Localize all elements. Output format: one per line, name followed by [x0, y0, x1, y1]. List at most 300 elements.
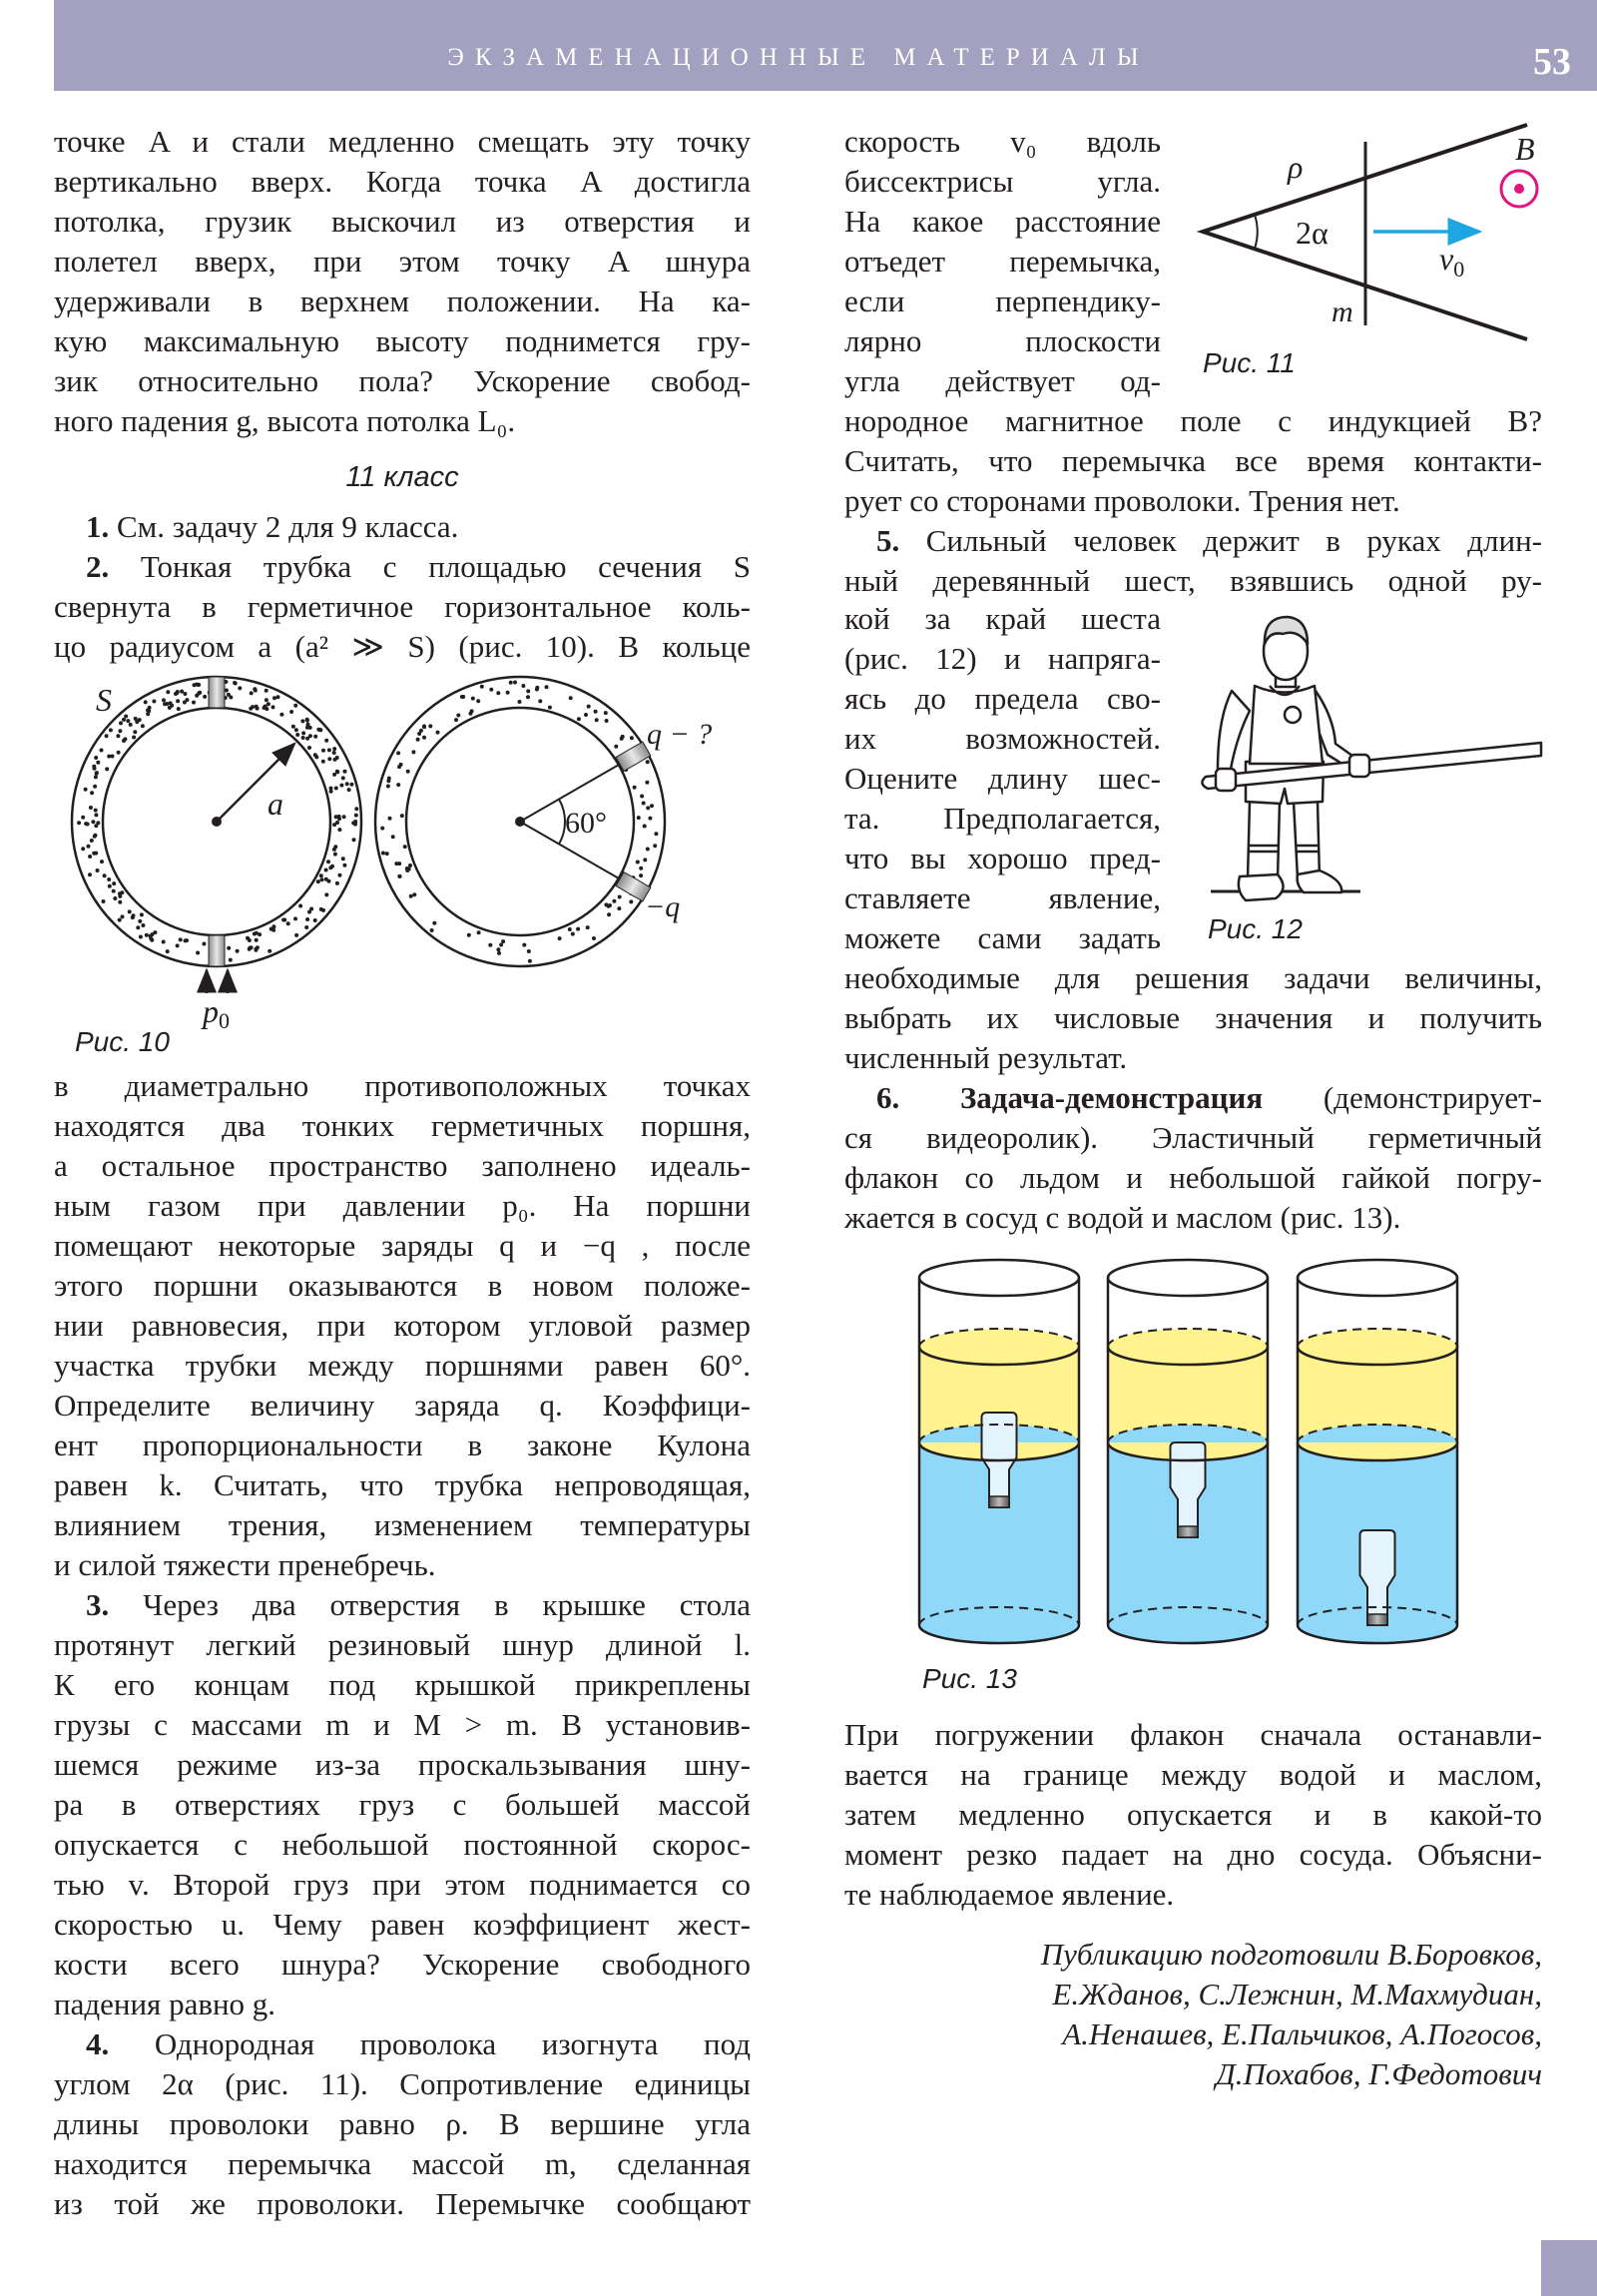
gas-dot: [335, 881, 339, 885]
gas-dot: [227, 946, 231, 950]
gas-dot: [105, 734, 109, 738]
gas-dot: [604, 902, 608, 906]
line-text: если перпендику-: [844, 284, 1161, 318]
gas-dot: [246, 936, 250, 940]
fig13-caption: Рис. 13: [922, 1663, 1017, 1694]
gas-dot: [293, 704, 297, 708]
line-text: затем медленно опускается и в какой-то: [844, 1797, 1542, 1832]
gas-dot: [654, 832, 658, 836]
gas-dot: [648, 817, 652, 821]
gas-dot: [170, 704, 174, 708]
gas-dot: [139, 935, 143, 939]
gas-dot: [646, 760, 650, 764]
gas-dot: [338, 873, 342, 877]
gas-dot: [119, 721, 123, 725]
gas-dot: [229, 958, 233, 962]
line-text: вается на границе между водой и маслом,: [844, 1757, 1542, 1792]
gas-dot: [332, 773, 336, 777]
gas-dot: [249, 707, 253, 711]
gas-dot: [93, 835, 97, 839]
line-text: флакон со льдом и небольшой гайкой погру-: [844, 1160, 1542, 1195]
gas-dot: [345, 782, 349, 786]
gas-dot: [380, 827, 384, 831]
gas-dot: [141, 724, 145, 728]
line-text: Через два отверстия в крышке стола: [109, 1587, 751, 1622]
line-text: ный деревянный шест, взявшись одной ру-: [844, 563, 1542, 598]
gas-dot: [518, 700, 522, 704]
gas-dot: [250, 691, 254, 695]
gas-dot: [614, 745, 618, 749]
gas-dot: [629, 899, 633, 903]
problem-number: 1.: [86, 509, 110, 544]
line-text: угла действует од-: [844, 363, 1161, 398]
line-text: численный результат.: [844, 1040, 1128, 1075]
gas-dot: [88, 872, 92, 876]
gas-dot: [100, 749, 104, 753]
fig11-caption: Рис. 11: [1203, 347, 1296, 378]
gas-dot: [132, 736, 136, 740]
line-text: жается в сосуд с водой и маслом (рис. 13).: [844, 1200, 1401, 1235]
cylinder-bottom: [1298, 1625, 1457, 1643]
label-2alpha: 2α: [1296, 215, 1329, 251]
gas-dot: [391, 835, 395, 839]
problem-number: 2.: [86, 549, 110, 584]
line-text: протянут легкий резиновый шнур длиной l.: [54, 1627, 751, 1662]
label-q-unknown: q − ?: [647, 718, 713, 751]
gas-dot: [266, 702, 270, 706]
gas-dot: [294, 728, 298, 732]
gas-dot: [430, 928, 434, 932]
gas-dot: [126, 719, 130, 723]
gas-dot: [96, 868, 100, 872]
gas-dot: [480, 685, 484, 689]
gas-dot: [307, 746, 311, 750]
gas-dot: [618, 895, 622, 899]
gas-dot: [176, 690, 180, 694]
gas-dot: [183, 692, 187, 696]
line-text: ного падения g, высота потолка L₀.: [54, 403, 516, 438]
line-text: полетел вверх, при этом точку A шнура: [54, 244, 751, 279]
line-text: падения равно g.: [54, 1987, 276, 2021]
line-text: находится перемычка массой m, сделанная: [54, 2146, 751, 2181]
gas-dot: [489, 688, 493, 692]
gas-dot: [339, 784, 343, 788]
gas-dot: [146, 712, 150, 716]
gas-dot: [103, 873, 107, 877]
gas-dot: [422, 736, 426, 740]
gas-dot: [527, 949, 531, 953]
gas-dot: [342, 863, 346, 867]
gas-dot: [91, 820, 95, 824]
gas-dot: [646, 806, 650, 810]
page-number: 53: [1533, 41, 1571, 83]
gas-dot: [279, 713, 283, 717]
gas-dot: [100, 860, 104, 863]
gas-dot: [630, 736, 634, 740]
gas-dot: [333, 853, 337, 857]
gas-dot: [501, 939, 505, 943]
gas-dot: [568, 927, 572, 931]
gas-dot: [397, 765, 401, 769]
gas-dot: [293, 916, 297, 920]
gas-dot: [265, 698, 268, 702]
label-S: S: [96, 682, 112, 718]
line-text: выбрать их числовые значения и получить: [844, 1000, 1542, 1035]
gas-dot: [95, 771, 99, 775]
gas-dot: [301, 736, 305, 740]
gas-dot: [108, 884, 112, 888]
line-text: кую максимальную высоту поднимется гру-: [54, 323, 751, 358]
gas-dot: [286, 921, 290, 925]
gas-dot: [456, 714, 460, 718]
gas-dot: [124, 715, 128, 719]
gas-dot: [639, 873, 643, 877]
gas-dot: [264, 705, 267, 709]
gas-dot: [96, 761, 100, 765]
gas-dot: [469, 712, 473, 716]
line-text: из той же проволоки. Перемычке сообщают: [54, 2186, 751, 2221]
gas-dot: [617, 906, 621, 910]
gas-dot: [197, 692, 201, 696]
gas-dot: [321, 760, 325, 764]
gas-dot: [460, 695, 464, 699]
gas-dot: [233, 681, 237, 685]
piston-top: [209, 677, 225, 708]
line-text: Однородная проволока изогнута под: [109, 2026, 751, 2061]
gas-dot: [643, 858, 647, 861]
gas-dot: [526, 695, 530, 699]
label-angle-60: 60°: [565, 807, 607, 840]
gas-dot: [269, 927, 273, 931]
line-text: кости всего шнура? Ускорение свободного: [54, 1947, 751, 1982]
gas-dot: [295, 733, 299, 737]
gas-dot: [558, 936, 562, 940]
gas-dot: [255, 938, 259, 942]
line-text: кой за край шеста: [844, 601, 1161, 636]
line-text: можете сами задать: [844, 920, 1161, 955]
gas-dot: [642, 802, 646, 806]
label-minus-q: −q: [645, 890, 681, 923]
gas-dot: [584, 713, 588, 717]
line-text: отъедет перемычка,: [844, 244, 1161, 279]
line-text: Определите величину заряда q. Коэффици-: [54, 1388, 751, 1423]
gas-dot: [621, 735, 625, 739]
gas-dot: [337, 828, 341, 832]
gas-dot: [135, 720, 139, 724]
gas-dot: [604, 711, 608, 715]
gas-dot: [646, 848, 650, 852]
credits-line: Д.Похабов, Г.Федотович: [1215, 2056, 1542, 2091]
gas-dot: [254, 689, 258, 693]
line-text: опускается с небольшой постоянной скорос-: [54, 1827, 751, 1862]
fig10-caption: Рис. 10: [75, 1026, 170, 1057]
gas-dot: [576, 927, 580, 931]
ring-left: [72, 677, 361, 1033]
gas-dot: [176, 943, 180, 947]
label-a: a: [267, 786, 283, 822]
gas-dot: [592, 936, 596, 940]
gas-dot: [522, 943, 526, 947]
problem-number: 5.: [876, 523, 900, 558]
gas-dot: [341, 857, 345, 861]
problem-number: 3.: [86, 1587, 110, 1622]
gas-dot: [428, 724, 432, 728]
gas-dot: [586, 925, 590, 929]
gas-dot: [496, 947, 500, 951]
line-text: участка трубки между поршнями равен 60°.: [54, 1348, 751, 1383]
gas-dot: [90, 839, 94, 843]
gas-dot: [122, 718, 126, 722]
gas-dot: [528, 959, 532, 963]
label-rho: ρ: [1288, 149, 1304, 185]
gas-dot: [86, 823, 90, 827]
gas-dot: [123, 737, 127, 741]
gas-dot: [102, 899, 106, 903]
line-text: нородное магнитное поле с индукцией B?: [844, 403, 1542, 438]
gas-dot: [313, 735, 317, 739]
line-text: влиянием трения, изменением температуры: [54, 1507, 751, 1542]
line-text: При погружении флакон сначала останавли-: [844, 1717, 1542, 1752]
gas-dot: [324, 868, 328, 872]
gas-dot: [121, 914, 125, 918]
gas-dot: [526, 689, 530, 693]
gas-dot: [195, 683, 199, 687]
gas-dot: [300, 719, 304, 723]
gas-dot: [386, 779, 390, 783]
credits-line: Публикацию подготовили В.Боровков,: [1040, 1937, 1542, 1972]
line-text: На какое расстояние: [844, 204, 1161, 239]
gas-dot: [179, 937, 183, 941]
gas-dot: [112, 881, 116, 885]
gas-dot: [306, 723, 310, 727]
gas-dot: [569, 696, 573, 700]
gas-dot: [321, 908, 325, 912]
line-text: Считать, что перемычка все время контакти-: [844, 443, 1542, 478]
gas-dot: [111, 755, 115, 759]
gas-dot: [255, 931, 259, 935]
line-text: вертикально вверх. Когда точка A достигла: [54, 164, 751, 199]
gas-dot: [250, 945, 254, 949]
line-text: помещают некоторые заряды q и −q , после: [54, 1228, 751, 1263]
gas-dot: [640, 795, 644, 799]
gas-dot: [334, 787, 338, 791]
gas-dot: [129, 723, 133, 727]
ring-right: [375, 677, 712, 966]
gas-dot: [400, 814, 404, 818]
gas-dot: [324, 892, 328, 896]
gas-dot: [594, 710, 598, 714]
gas-dot: [294, 933, 298, 937]
gas-dot: [477, 930, 481, 934]
gas-dot: [650, 804, 654, 808]
line-text: Тонкая трубка с площадью сечения S: [109, 549, 751, 584]
nut-icon: [989, 1496, 1009, 1507]
gas-dot: [506, 691, 510, 695]
gas-dot: [467, 933, 471, 937]
fig10-ring-diagram: [72, 677, 712, 1033]
gas-dot: [653, 844, 657, 848]
gas-dot: [571, 932, 575, 936]
gas-dot: [87, 845, 91, 849]
gas-dot: [499, 943, 503, 947]
line-text: цо радиусом a (a² ≫ S) (рис. 10). В кольце: [54, 629, 751, 664]
line-text: ся видеоролик). Эластичный герметичный: [844, 1120, 1542, 1155]
gas-dot: [436, 731, 440, 735]
gas-dot: [272, 696, 276, 700]
line-text: ра в отверстиях груз с большей массой: [54, 1787, 751, 1822]
gas-dot: [488, 943, 492, 947]
gas-dot: [267, 949, 271, 953]
gas-dot: [587, 705, 591, 709]
label-B: B: [1515, 131, 1535, 167]
fig13-cylinders: [919, 1260, 1457, 1643]
gas-dot: [416, 738, 420, 742]
gas-dot: [633, 786, 637, 790]
gas-dot: [636, 861, 640, 864]
line-text: точке A и стали медленно смещать эту точку: [54, 124, 751, 159]
line-text: лярно плоскости: [844, 323, 1161, 358]
gas-dot: [236, 949, 240, 953]
line-text: скорость v₀ вдоль: [844, 124, 1161, 159]
line-text: скоростью u. Чему равен коэффициент жест-: [54, 1907, 751, 1942]
gas-dot: [605, 719, 609, 723]
line-text: та. Предполагается,: [844, 801, 1161, 836]
gas-dot: [308, 734, 312, 738]
gas-dot: [313, 918, 317, 922]
gas-dot: [148, 706, 152, 710]
gas-dot: [337, 815, 341, 819]
gas-dot: [351, 821, 355, 825]
hidden-edge: [1108, 1260, 1268, 1278]
gas-dot: [81, 816, 85, 820]
nut-icon: [1367, 1614, 1387, 1625]
line-text: этого поршни оказываются в новом положе-: [54, 1268, 751, 1303]
gas-dot: [94, 756, 98, 760]
line-text: потолка, грузик выскочил из отверстия и: [54, 204, 751, 239]
line-text: грузы с массами m и M > m. В установив-: [54, 1707, 751, 1742]
gas-dot: [93, 785, 97, 789]
gas-dot: [118, 729, 122, 733]
gas-dot: [176, 699, 180, 703]
line-text: тью v. Второй груз при этом поднимается со: [54, 1867, 751, 1902]
line-text: (демонстрирует-: [1263, 1080, 1542, 1115]
gas-dot: [394, 861, 398, 865]
line-text: См. задачу 2 для 9 класса.: [109, 509, 459, 544]
gas-dot: [140, 912, 144, 916]
gas-dot: [152, 700, 156, 704]
line-text: необходимые для решения задачи величины,: [844, 960, 1542, 995]
gas-dot: [89, 806, 93, 810]
hidden-edge: [919, 1260, 1079, 1278]
line-text: те наблюдаемое явление.: [844, 1877, 1175, 1912]
line-text: нии равновесия, при котором угловой размер: [54, 1308, 751, 1343]
gas-dot: [349, 783, 353, 787]
problem-number: 6. Задача-демонстрация: [876, 1080, 1264, 1115]
gas-dot: [196, 951, 200, 955]
gas-dot: [94, 775, 98, 779]
gas-dot: [352, 838, 356, 842]
gas-dot: [281, 918, 285, 922]
line-text: ным газом при давлении p₀. На поршни: [54, 1188, 751, 1223]
gas-dot: [118, 918, 122, 922]
fig11-wire-angle: [1203, 125, 1537, 339]
gas-dot: [113, 896, 117, 900]
gas-dot: [90, 791, 94, 795]
gas-dot: [509, 681, 513, 685]
gas-dot: [276, 695, 280, 699]
line-text: рует со сторонами проволоки. Трения нет.: [844, 483, 1400, 518]
gas-dot: [255, 705, 259, 709]
gas-dot: [289, 710, 293, 714]
gas-dot: [138, 919, 142, 923]
gas-dot: [105, 767, 109, 771]
gas-dot: [548, 706, 552, 710]
line-text: зик относительно пола? Ускорение свобод-: [54, 363, 751, 398]
line-text: К его концам под крышкой прикреплены: [54, 1667, 751, 1702]
gas-dot: [128, 909, 132, 913]
line-text: а остальное пространство заполнено идеаль-: [54, 1148, 751, 1183]
gas-dot: [203, 695, 207, 699]
line-text: момент резко падает на дно сосуда. Объясни-: [844, 1837, 1542, 1872]
gas-dot: [117, 751, 121, 755]
gas-dot: [329, 787, 333, 791]
gas-dot: [422, 725, 426, 729]
gas-dot: [385, 852, 389, 856]
line-text: в диаметрально противоположных точках: [54, 1068, 751, 1103]
line-text: ент пропорциональности в законе Кулона: [54, 1428, 751, 1462]
gas-dot: [305, 718, 309, 722]
gas-dot: [398, 874, 402, 878]
gas-dot: [316, 728, 320, 732]
gas-dot: [92, 852, 96, 856]
gas-dot: [313, 753, 317, 757]
line-text: их возможностей.: [844, 721, 1161, 756]
credits-line: А.Ненашев, Е.Пальчиков, А.Погосов,: [1062, 2016, 1542, 2051]
label-p0: p0: [203, 993, 230, 1033]
gas-dot: [333, 845, 337, 849]
line-text: свернута в герметичное горизонтальное коль-: [54, 589, 751, 624]
gas-dot: [328, 865, 332, 869]
gas-dot: [77, 821, 81, 825]
line-text: что вы хорошо пред-: [844, 841, 1161, 875]
gas-dot: [408, 863, 412, 867]
line-text: Сильный человек держит в руках длин-: [899, 523, 1542, 558]
gas-dot: [332, 751, 336, 755]
label-m: m: [1331, 295, 1353, 328]
gas-dot: [109, 728, 113, 732]
gas-dot: [388, 817, 392, 821]
gas-dot: [324, 877, 328, 881]
gas-dot: [332, 747, 336, 751]
section-title: ЭКЗАМЕНАЦИОННЫЕ МАТЕРИАЛЫ: [447, 44, 1150, 71]
gas-dot: [513, 681, 517, 685]
gas-dot: [118, 891, 122, 895]
gas-dot: [327, 757, 331, 761]
gas-dot: [342, 815, 346, 819]
gas-dot: [265, 689, 268, 693]
gas-dot: [107, 877, 111, 881]
gas-dot: [335, 821, 339, 825]
gas-dot: [341, 776, 345, 780]
line-text: и силой тяжести пренебречь.: [54, 1547, 436, 1582]
gas-dot: [305, 917, 309, 921]
gas-dot: [153, 930, 157, 934]
piston-bottom: [209, 935, 225, 966]
label-v0: $v_0$: [1439, 241, 1465, 282]
line-text: длины проволоки равно ρ. В вершине угла: [54, 2106, 751, 2141]
gas-dot: [162, 698, 166, 702]
gas-dot: [184, 938, 188, 942]
